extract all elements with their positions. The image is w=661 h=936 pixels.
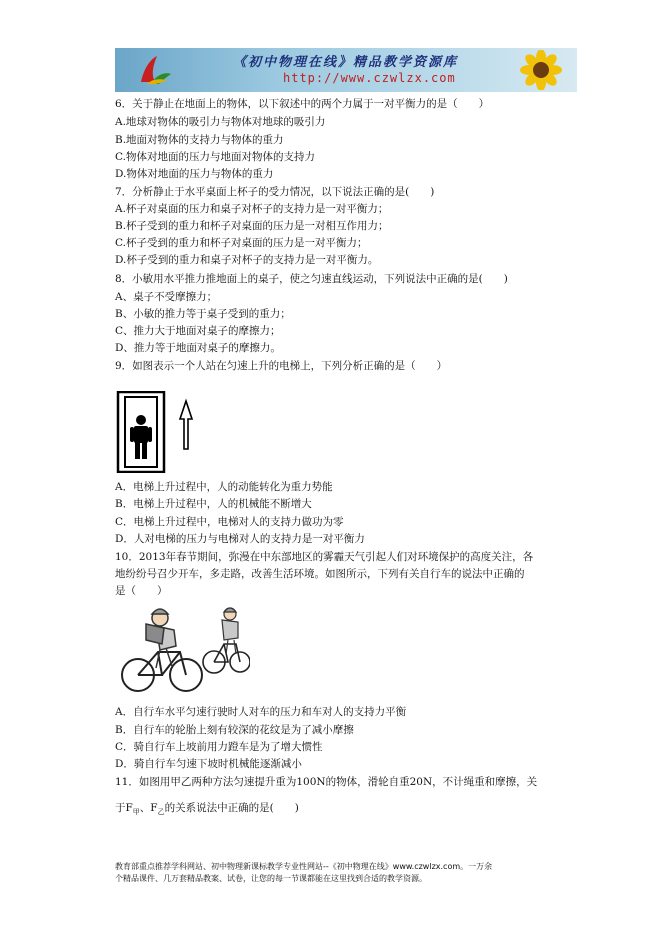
question-11-stem-line-1: 11．如图用甲乙两种方法匀速提升重为100N的物体，滑轮自重20N，不计绳重和摩擦，关 <box>115 776 538 788</box>
question-7-stem: 7．分析静止于水平桌面上杯子的受力情况，以下说法正确的是( ) <box>115 186 435 198</box>
question-11-suffix: 的关系说法中正确的是( ) <box>164 802 299 814</box>
question-7-option-b: B.杯子受到的重力和杯子对桌面的压力是一对相互作用力； <box>115 220 389 232</box>
question-7-option-c: C.杯子受到的重力和杯子对桌面的压力是一对平衡力； <box>115 237 368 249</box>
elevator-figure <box>116 391 206 473</box>
question-8-option-c: C、推力大于地面对桌子的摩擦力； <box>115 325 281 337</box>
question-7-option-d: D.杯子受到的重力和桌子对杯子的支持力是一对平衡力。 <box>115 254 379 266</box>
footer-line-1: 教育部重点推荐学科网站、初中物理新课标教学专业性网站--《初中物理在线》www.czwlzx.com。一万余 <box>115 862 493 871</box>
question-11-sub-yi: 乙 <box>157 808 165 817</box>
question-10-option-c: C．骑自行车上坡前用力蹬车是为了增大惯性 <box>115 741 323 753</box>
question-11-sep: 、F <box>139 802 158 814</box>
site-logo-icon <box>137 54 173 86</box>
sunflower-icon <box>511 50 571 90</box>
question-10-stem-line-1: 10．2013年春节期间，弥漫在中东部地区的雾霾天气引起人们对环境保护的高度关注，各 <box>115 551 534 563</box>
question-9-stem: 9．如图表示一个人站在匀速上升的电梯上，下列分析正确的是（ ） <box>115 360 448 372</box>
question-8-stem: 8．小敏用水平推力推地面上的桌子，使之匀速直线运动，下列说法中正确的是( ) <box>115 273 508 285</box>
question-11-stem-line-2 <box>115 801 299 819</box>
question-9-option-a: A．电梯上升过程中，人的动能转化为重力势能 <box>115 481 333 493</box>
question-8-option-d: D、推力等于地面对桌子的摩擦力。 <box>115 342 281 354</box>
question-10-option-d: D．骑自行车匀速下坡时机械能逐渐减小 <box>115 758 302 770</box>
question-6-stem: 6．关于静止在地面上的物体，以下叙述中的两个力属于一对平衡力的是（ ） <box>115 98 490 110</box>
question-11-prefix: 于F <box>115 802 133 814</box>
page-footer <box>115 861 575 885</box>
question-6-option-c: C.物体对地面的压力与地面对物体的支持力 <box>115 151 315 163</box>
cyclists-figure <box>116 600 250 698</box>
banner-title: 《初中物理在线》精品教学资源库 <box>233 55 459 70</box>
question-9-option-b: B．电梯上升过程中，人的机械能不断增大 <box>115 498 312 510</box>
question-8-option-b: B、小敏的推力等于桌子受到的重力； <box>115 308 291 320</box>
question-8-option-a: A、桌子不受摩擦力； <box>115 291 218 303</box>
question-9-option-c: C．电梯上升过程中，电梯对人的支持力做功为零 <box>115 516 344 528</box>
question-11-sub-jia: 甲 <box>132 808 140 817</box>
bicycle-icon <box>122 652 202 691</box>
question-6-option-b: B.地面对物体的支持力与物体的重力 <box>115 134 284 146</box>
header-banner <box>115 48 577 92</box>
question-10-option-a: A．自行车水平匀速行驶时人对车的压力和车对人的支持力平衡 <box>115 706 407 718</box>
question-6-option-d: D.物体对地面的压力与物体的重力 <box>115 168 274 180</box>
question-9-option-d: D．人对电梯的压力与电梯对人的支持力是一对平衡力 <box>115 533 365 545</box>
footer-line-2: 个精品课件、几万套精品教案、试卷，让您的每一节课都能在这里找到合适的教学资源。 <box>115 874 427 883</box>
question-10-stem-line-3: 是（ ） <box>115 585 168 597</box>
banner-url: http://www.czwlzx.com <box>283 71 456 85</box>
question-10-stem-line-2: 地纷纷号召少开车，多走路，改善生活环境。如图所示，下列有关自行车的说法中正确的 <box>115 568 525 580</box>
question-7-option-a: A.杯子对桌面的压力和桌子对杯子的支持力是一对平衡力； <box>115 203 389 215</box>
question-10-option-b: B．自行车的轮胎上刻有较深的花纹是为了减小摩擦 <box>115 724 354 736</box>
up-arrow-icon <box>180 401 192 449</box>
question-6-option-a: A.地球对物体的吸引力与物体对地球的吸引力 <box>115 116 326 128</box>
